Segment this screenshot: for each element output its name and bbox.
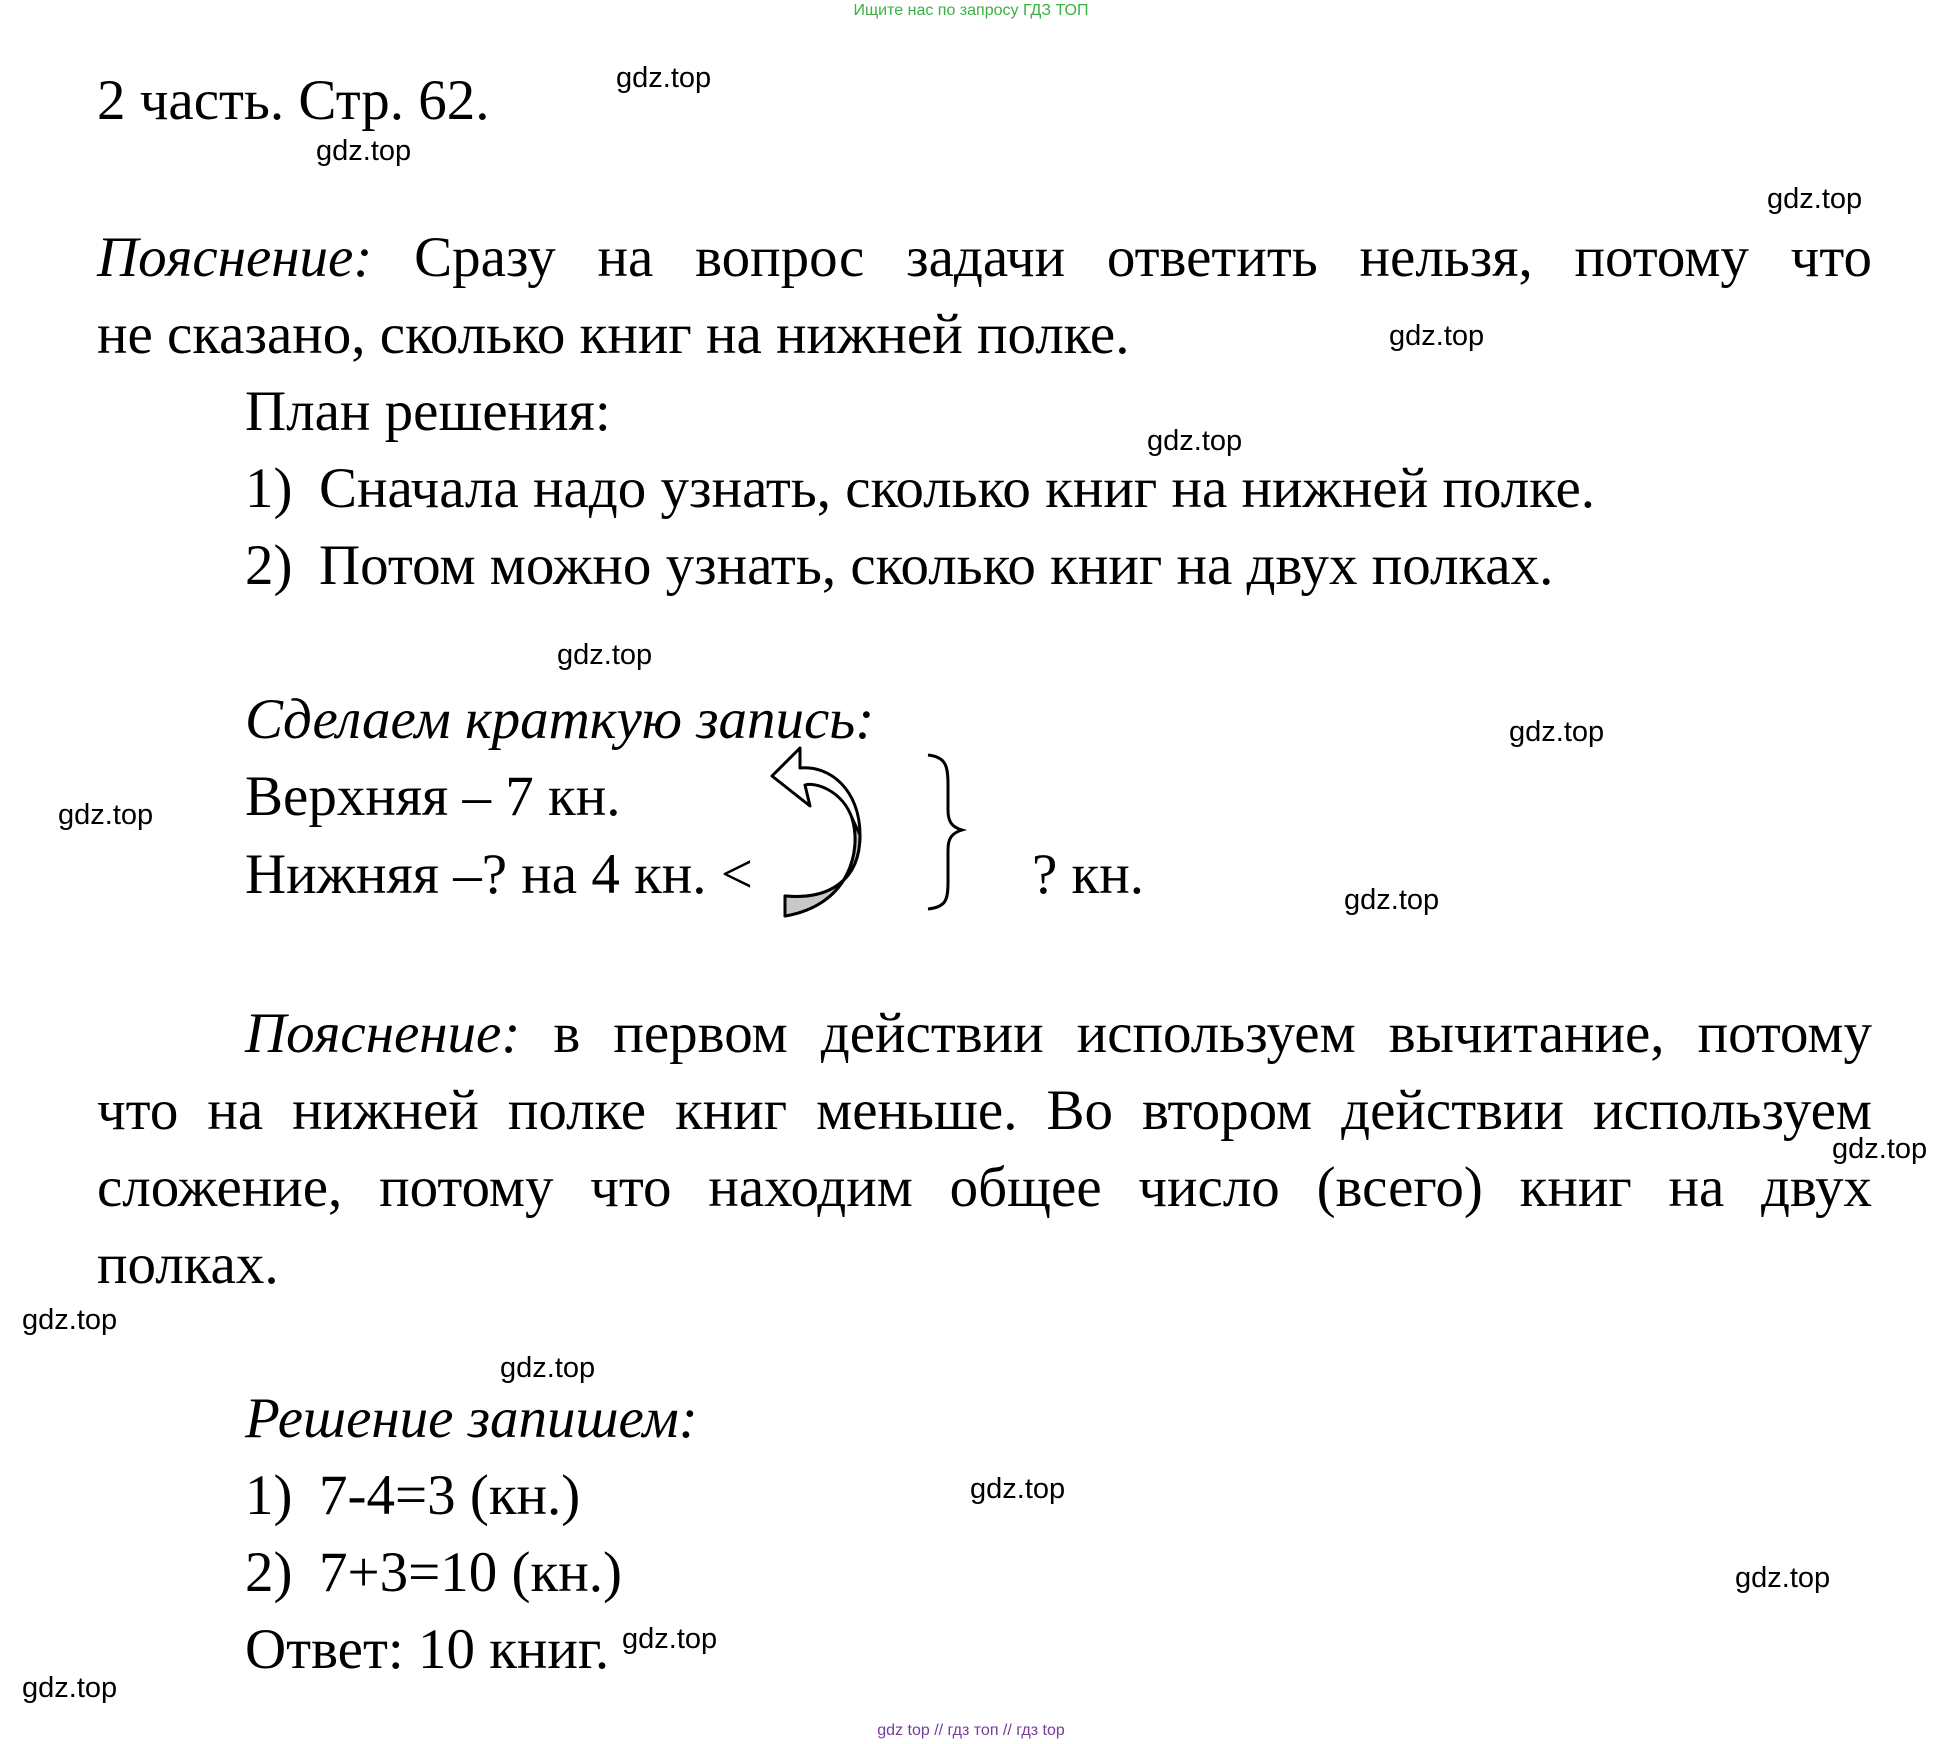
solution-step-2-number: 2) xyxy=(245,1541,293,1604)
comparison-arrow-icon xyxy=(772,748,860,916)
watermark: gdz.top xyxy=(622,1623,718,1655)
watermark: gdz.top xyxy=(1832,1133,1928,1165)
plan-step-2-number: 2) xyxy=(245,534,293,597)
explanation2-line3: сложение, потому что находим общее число (всего) книг на двух xyxy=(97,1156,1872,1219)
footer-note[interactable]: gdz top // гдз топ // гдз top xyxy=(877,1722,1065,1739)
explanation1-label: Пояснение: xyxy=(97,226,373,289)
watermark: gdz.top xyxy=(970,1473,1066,1505)
watermark: gdz.top xyxy=(58,799,154,831)
watermark: gdz.top xyxy=(500,1352,596,1384)
right-brace-icon xyxy=(928,755,962,909)
plan-step-2-text: Потом можно узнать, сколько книг на двух полках. xyxy=(319,534,1554,597)
short-note-row-lower: Нижняя –? на 4 кн. < xyxy=(245,843,753,906)
plan-step-1-text: Сначала надо узнать, сколько книг на нижней полке. xyxy=(319,457,1595,520)
explanation2-line2: что на нижней полке книг меньше. Во втором действии используем xyxy=(97,1079,1872,1142)
page-title: 2 часть. Стр. 62. xyxy=(97,69,490,132)
watermark: gdz.top xyxy=(22,1304,118,1336)
watermark: gdz.top xyxy=(22,1672,118,1704)
watermark: gdz.top xyxy=(616,62,712,94)
watermark: gdz.top xyxy=(1509,716,1605,748)
watermark: gdz.top xyxy=(557,639,653,671)
short-note-total: ? кн. xyxy=(1032,843,1144,906)
plan-step-1-number: 1) xyxy=(245,457,293,520)
plan-title: План решения: xyxy=(245,380,611,443)
watermark: gdz.top xyxy=(1344,884,1440,916)
solution-step-2 xyxy=(245,1541,622,1604)
watermark: gdz.top xyxy=(1147,425,1243,457)
solution-step-1 xyxy=(245,1464,581,1527)
explanation2-line1-text: в первом действии используем вычитание, потому xyxy=(553,1002,1872,1065)
explanation1-line2: не сказано, сколько книг на нижней полке. xyxy=(97,303,1130,366)
solution-step-1-text: 7-4=3 (кн.) xyxy=(319,1464,581,1527)
solution-step-1-number: 1) xyxy=(245,1464,293,1527)
comparison-arrow-shade xyxy=(785,818,860,916)
solution-title: Решение запишем: xyxy=(245,1387,698,1450)
explanation2-line4: полках. xyxy=(97,1233,279,1296)
solution-step-2-text: 7+3=10 (кн.) xyxy=(319,1541,622,1604)
header-note[interactable]: Ищите нас по запросу ГДЗ ТОП xyxy=(853,2,1089,19)
explanation2-line1 xyxy=(245,1002,1872,1065)
explanation1-line1-text: Сразу на вопрос задачи ответить нельзя, потому что xyxy=(414,226,1873,289)
watermark: gdz.top xyxy=(316,135,412,167)
solution-answer: Ответ: 10 книг. xyxy=(245,1618,610,1681)
short-note-row-upper: Верхняя – 7 кн. xyxy=(245,765,621,828)
explanation2-label: Пояснение: xyxy=(245,1002,521,1065)
watermark: gdz.top xyxy=(1389,320,1485,352)
watermark: gdz.top xyxy=(1735,1562,1831,1594)
watermark: gdz.top xyxy=(1767,183,1863,215)
short-note-title: Сделаем краткую запись: xyxy=(245,688,875,751)
